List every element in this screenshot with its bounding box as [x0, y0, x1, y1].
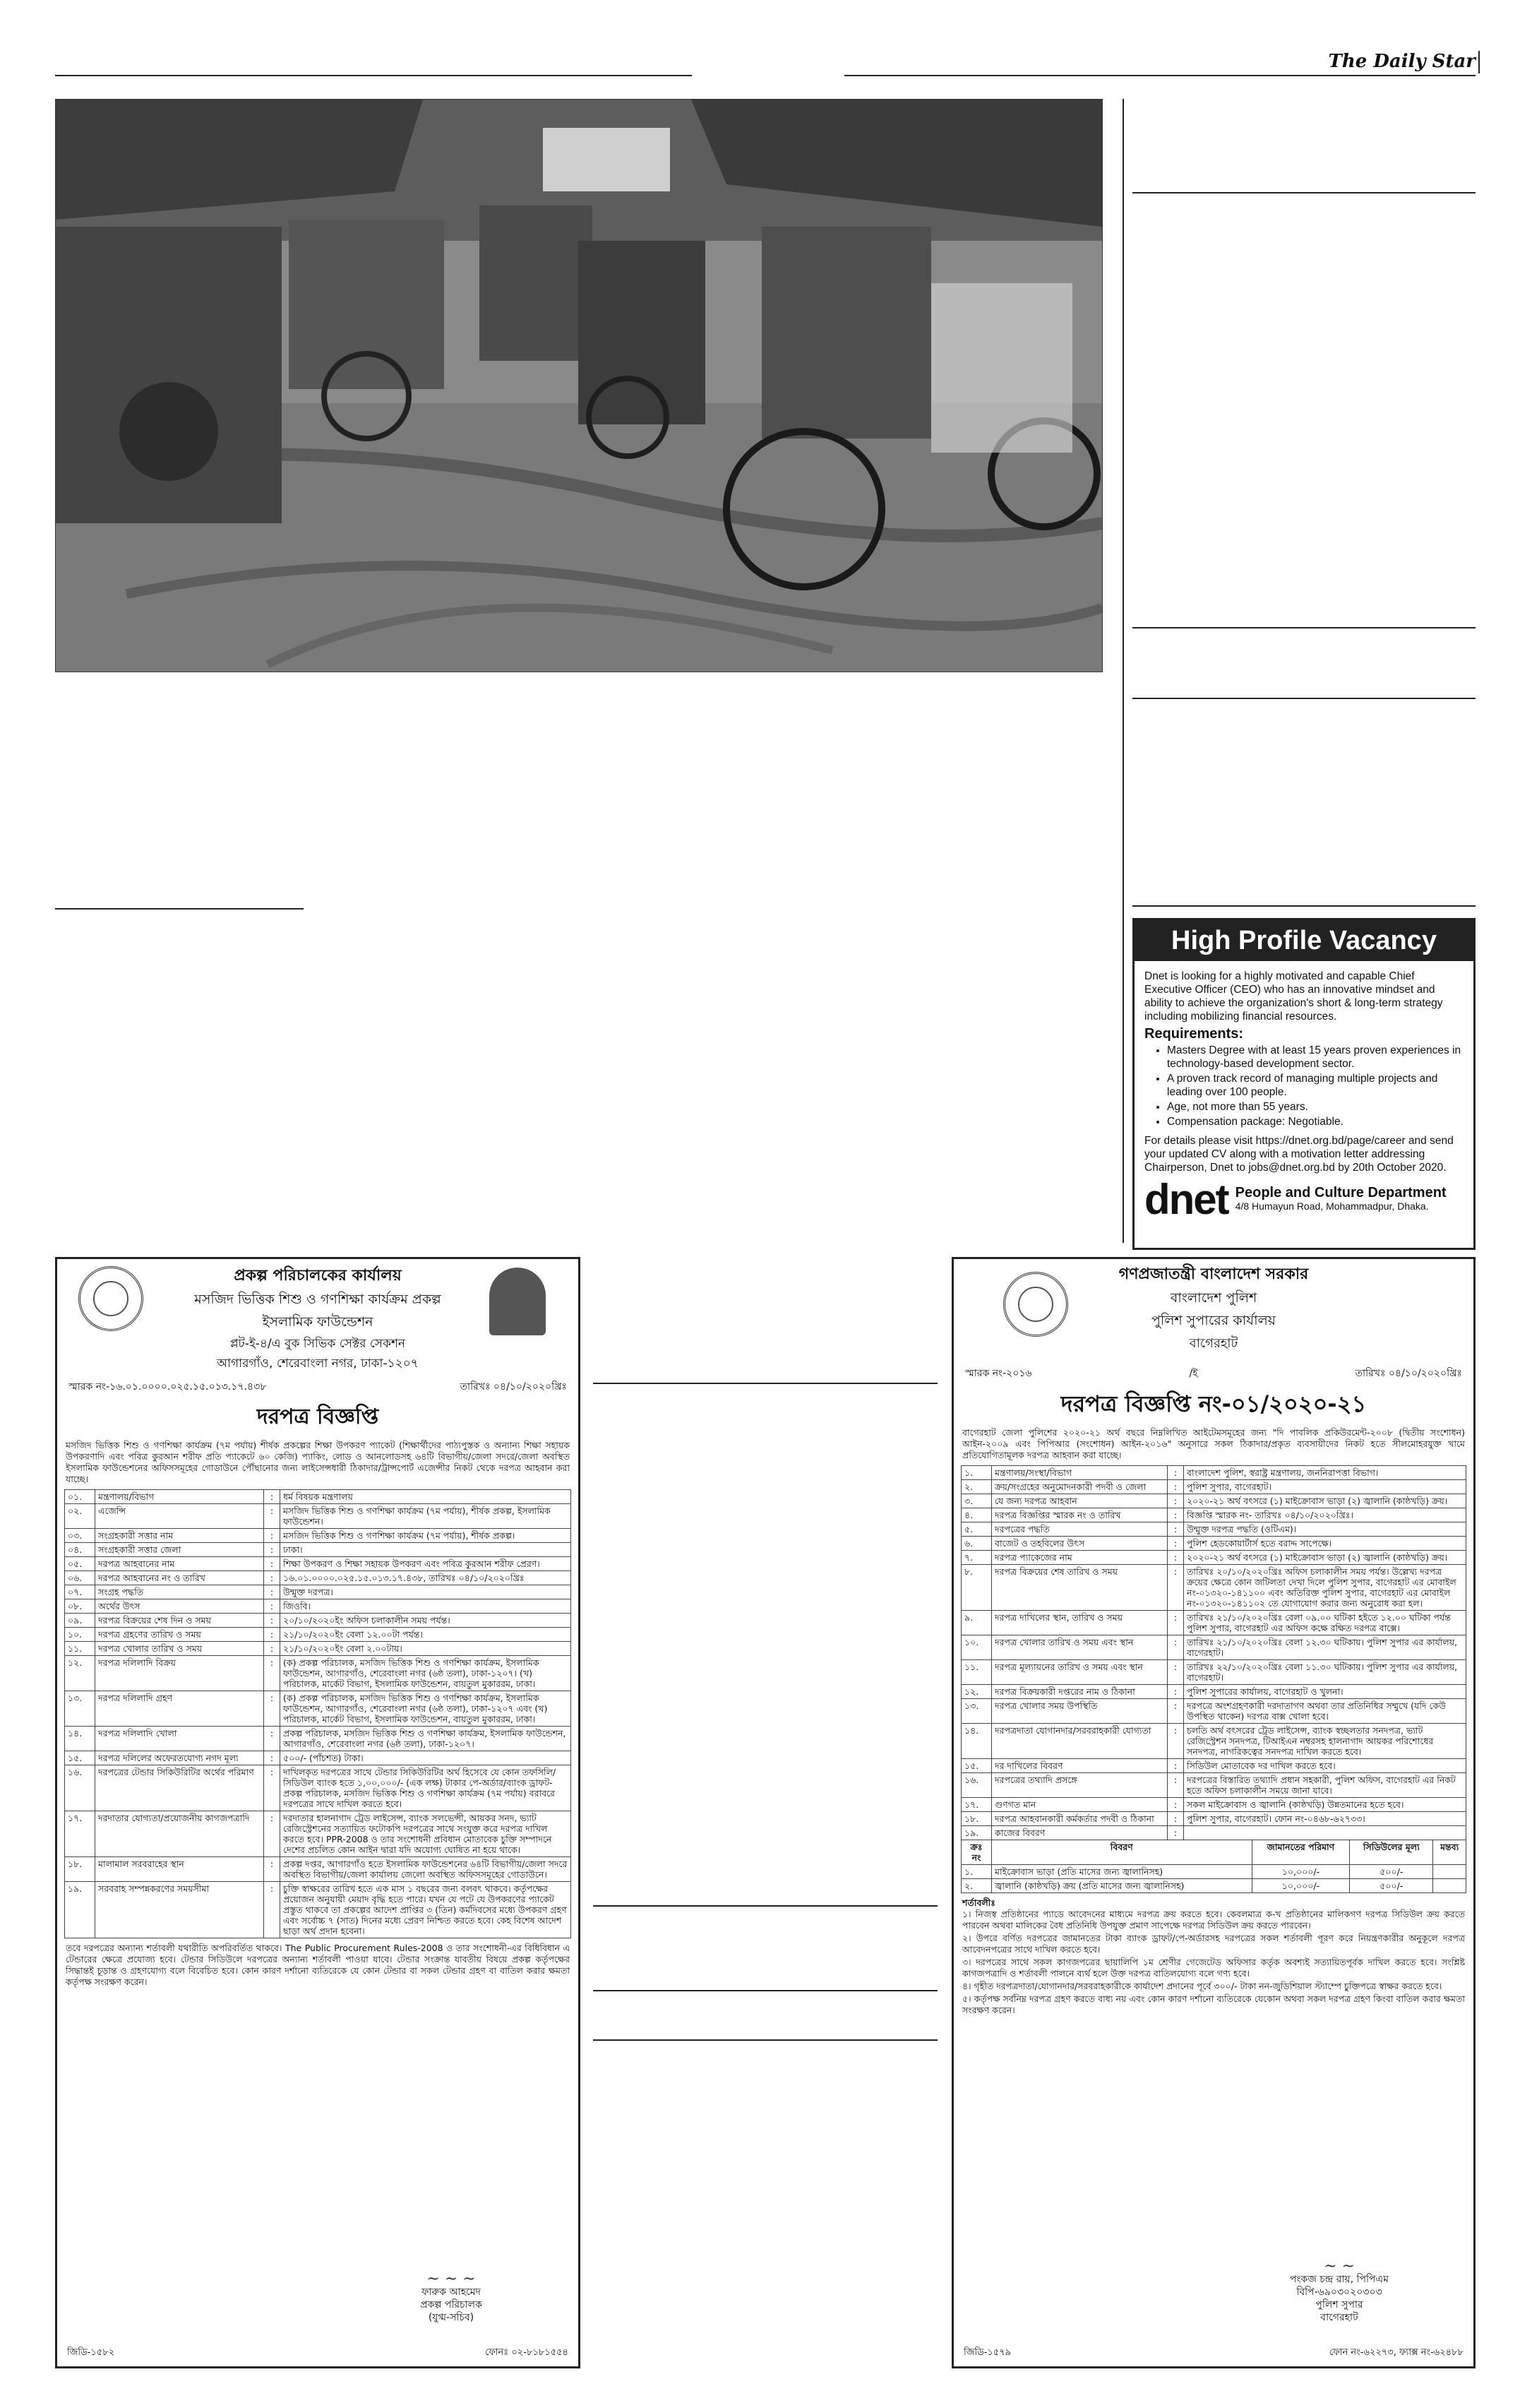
- row-value: ঢাকা।: [280, 1543, 571, 1557]
- terms-title: শর্তাবলীঃ: [962, 1897, 995, 1908]
- row-label: দরপত্র বিক্রয়ের শেষ তারিখ ও সময়: [992, 1565, 1168, 1611]
- row-separator: :: [1168, 1660, 1184, 1685]
- left-address-2: আগারগাঁও, শেরেবাংলা নগর, ঢাকা-১২০৭: [217, 1357, 419, 1371]
- row-value: তারিখঃ ২২/১০/২০২০খ্রিঃ বেলা ১১.৩০ ঘটিকায়। পুলিশ সুপার এর কার্যালয়, বাগেরহাট।: [1184, 1660, 1466, 1685]
- police-seal-icon: [1003, 1272, 1068, 1337]
- row-separator: :: [264, 1691, 280, 1727]
- work-table-cell: মাইক্রোবাস ভাড়া (প্রতি মাসের জন্য জ্বালানিসহ): [992, 1865, 1252, 1879]
- row-separator: :: [264, 1585, 280, 1599]
- row-number: ৯.: [962, 1611, 992, 1635]
- row-value: তারিখঃ ২০/১০/২০২০খ্রিঃ অফিস চলাকালীন সময় পর্যন্ত। উল্লেখ্য দরপত্র ক্রয়ের ক্ষেত্রে কোন জটিলতা দেখা দিলে পুলিশ সুপার, বাগেরহাট এর মোবাইল নং-০১৩২০-১৪১১০০ এবং অতিরিক্ত পুলিশ সুপার, বাগেরহাট এর মোবাইল নং-০১৩২০-১৪১১০২ তে যোগাযোগ করার জন্য অনুরোধ করা হল।: [1184, 1565, 1466, 1611]
- row-separator: :: [1168, 1611, 1184, 1635]
- work-table-cell: ২.: [962, 1879, 992, 1893]
- row-value: ২১/১০/২০২০ইং বেলা ১২.০০টা পর্যন্ত।: [280, 1628, 571, 1642]
- table-row: [962, 1724, 1466, 1759]
- row-value: ২০/১০/২০২০ইং অফিস চলাকালীন সময় পর্যন্ত।: [280, 1614, 571, 1628]
- left-code: জিডি-১৫৮২: [67, 2347, 115, 2358]
- table-row: [962, 1611, 1466, 1635]
- term-item: ৫। কর্তৃপক্ষ সর্বনিম্ন দরপত্র গ্রহণ করতে বাধ্য নয় এবং কোন কারণ দর্শানো ব্যতিরেকে যেকোন অথবা সকল দরপত্র গ্রহণ কিংবা বাতিল করার ক্ষমতা সংরক্ষণ করেন।: [962, 1993, 1465, 2015]
- table-row: [962, 1508, 1466, 1522]
- row-separator: :: [264, 1571, 280, 1585]
- left-org: ইসলামিক ফাউন্ডেশন: [262, 1314, 373, 1330]
- dnet-logo: dnet: [1144, 1176, 1228, 1223]
- row-value: বাংলাদেশ পুলিশ, স্বরাষ্ট্র মন্ত্রণালয়, জননিরাপত্তা বিভাগ।: [1184, 1466, 1466, 1480]
- row-number: ১৭.: [962, 1798, 992, 1812]
- row-number: ১৯.: [65, 1882, 95, 1938]
- left-tender-table: [64, 1489, 571, 1938]
- row-value: শিক্ষা উপকরণ ও শিক্ষা সহায়ক উপকরণ এবং পবিত্র কুরআন শরীফ প্রেরণ।: [280, 1557, 571, 1571]
- row-label: মালামাল সরবরাহের স্থান: [95, 1857, 264, 1882]
- row-number: ৭.: [962, 1551, 992, 1565]
- row-value: সিডিউল মোতাবেক দর দাখিল করতে হবে।: [1184, 1759, 1466, 1773]
- left-address-1: প্লট-ই-৪/এ বুক সিভিক সেক্টর সেকশন: [229, 1337, 406, 1351]
- table-row: [962, 1699, 1466, 1724]
- row-value: ধর্ম বিষয়ক মন্ত্রণালয়: [280, 1490, 571, 1504]
- right-rule-1: [1132, 192, 1476, 193]
- row-number: ৬.: [962, 1537, 992, 1551]
- row-value: তারিখঃ ২১/১০/২০২০খ্রিঃ বেলা ০৯.০০ ঘটিকা হইতে ১২.০০ ঘটিকা পর্যন্ত পুলিশ সুপার, বাগেরহাট এর অফিস কক্ষে রক্ষিত দরপত্র বাক্সে।: [1184, 1611, 1466, 1635]
- row-separator: :: [264, 1751, 280, 1765]
- term-item: ১। নিজস্ব প্রতিষ্ঠানের প্যাডে আবেদনের মাধ্যমে দরপত্র ক্রয় করতে হবে। কেবলমাত্র ক-খ প্রতিষ্ঠানের মালিকগণ দরপত্র সিডিউল ক্রয় করতে পারবেন অথবা মালিকের বৈধ প্রতিনিধি উপযুক্ত প্রমাণ সাপেক্ষে দরপত্র সিডিউল ক্রয় করতে পারবেন।: [962, 1909, 1465, 1931]
- row-label: দরপত্র বিক্রয়কারী দপ্তরের নাম ও ঠিকানা: [992, 1685, 1168, 1699]
- table-row: [65, 1642, 571, 1656]
- row-number: ৩.: [962, 1494, 992, 1508]
- row-value: দাখিলকৃত দরপত্রের সাথে টেন্ডার সিকিউরিটির অর্থ হিসেবে যে কোন তফসিলি/সিডিউল ব্যাংক হতে ১,০০,০০০/- (এক লক্ষ) টাকার পে-অর্ডার/ব্যাংক ড্রাফট- প্রকল্প পরিচালক, মসজিদ ভিত্তিক শিশু ও গণশিক্ষা কার্যক্রম (৭ম পর্যায়) বরাবরে দরপত্রের সাথে দাখিল করতে হবে।: [280, 1765, 571, 1811]
- row-number: ২.: [962, 1480, 992, 1494]
- table-row: [962, 1494, 1466, 1508]
- row-number: ০১.: [65, 1490, 95, 1504]
- row-label: গুণগত মান: [992, 1798, 1168, 1812]
- row-label: সরবরাহ সম্পন্নকরণের সময়সীমা: [95, 1882, 264, 1938]
- row-value: ২০২০-২১ অর্থ বৎসরে (১) মাইক্রোবাস ভাড়া (২) জ্বালানি (কাষ্ঠখড়ি) ক্রয়।: [1184, 1551, 1466, 1565]
- row-value: প্রকল্প দপ্তর, আগারগাঁও হতে ইসলামিক ফাউন্ডেশনের ৬৪টি বিভাগীয়/জেলা সদরে অবস্থিত বিভাগীয়/জেলা কার্যালয় জেলাে অবস্থিত অফিসসমূহের গোডাউনে।: [280, 1857, 571, 1882]
- row-number: ০২.: [65, 1504, 95, 1529]
- left-project: মসজিদ ভিত্তিক শিশু ও গণশিক্ষা কার্যক্রম প্রকল্প: [194, 1292, 441, 1307]
- row-separator: :: [1168, 1759, 1184, 1773]
- row-number: ০৬.: [65, 1571, 95, 1585]
- right-signer-title: পুলিশ সুপার: [1315, 2299, 1363, 2311]
- table-row: [65, 1571, 571, 1585]
- row-separator: :: [1168, 1685, 1184, 1699]
- row-value: (ক) প্রকল্প পরিচালক, মসজিদ ভিত্তিক শিশু ও গণশিক্ষা কার্যক্রম, ইসলামিক ফাউন্ডেশন, আগারগাঁও, শেরেবাংলা নগর (৬ষ্ঠ তলা), ঢাকা-১২০৭ এবং (খ) পরিচালক, মার্কেট বিভাগ, ইসলামিক ফাউন্ডেশন, বায়তুল মুকাররম, ঢাকা।: [280, 1691, 571, 1727]
- work-table-header: ক্রঃ নং: [962, 1840, 992, 1865]
- row-separator: :: [264, 1811, 280, 1857]
- work-table-cell: [1433, 1865, 1466, 1879]
- right-phone: ফোন নং-৬২২৭৩, ফ্যাক্স নং-৬২৪৮৮: [1329, 2347, 1464, 2358]
- row-label: দরপত্র মূল্যায়নের তারিখ ও সময় এবং স্থান: [992, 1660, 1168, 1685]
- row-separator: :: [1168, 1565, 1184, 1611]
- right-signer: পংকজ চন্দ্র রায়, পিপিএম: [1290, 2274, 1389, 2285]
- row-value: উন্মুক্ত দরপত্র।: [280, 1585, 571, 1599]
- row-separator: :: [1168, 1551, 1184, 1565]
- requirement-item: • A proven track record of managing multiple projects and leading over 100 people.: [1167, 1072, 1464, 1099]
- right-memo: স্মারক নং-২০১৬: [965, 1368, 1032, 1379]
- row-number: ১৪.: [65, 1727, 95, 1751]
- work-table-header: জামানতের পরিমাণ: [1252, 1840, 1350, 1865]
- row-label: দরপত্র খোলার তারিখ ও সময় এবং স্থান: [992, 1635, 1168, 1660]
- row-label: সংগ্রহকারী সত্তার নাম: [95, 1529, 264, 1543]
- row-label: দরপত্র গ্রহণের তারিখ ও সময়: [95, 1628, 264, 1642]
- right-office: পুলিশ সুপারের কার্যালয়: [1151, 1313, 1276, 1328]
- row-separator: :: [264, 1857, 280, 1882]
- row-label: দরপত্রদাতা যোগানদার/সরবরাহকারী যোগ্যতা: [992, 1724, 1168, 1759]
- table-row: [65, 1691, 571, 1727]
- table-row: [962, 1773, 1466, 1798]
- row-number: ১৭.: [65, 1811, 95, 1857]
- row-separator: :: [1168, 1480, 1184, 1494]
- table-row: [962, 1685, 1466, 1699]
- row-number: ১.: [962, 1466, 992, 1480]
- vacancy-details: For details please visit https://dnet.org.bd/page/career and send your updated CV along with a motivation letter addressing Chairperson, Dnet to jobs@dnet.org.bd by 20th October 2020.: [1144, 1135, 1454, 1174]
- row-value: তারিখঃ ২১/১০/২০২০খ্রিঃ বেলা ১২.৩০ ঘটিকায়। পুলিশ সুপার এর কার্যালয়, বাগেরহাট।: [1184, 1635, 1466, 1660]
- table-row: [65, 1882, 571, 1938]
- row-separator: :: [264, 1628, 280, 1642]
- row-value: (ক) প্রকল্প পরিচালক, মসজিদ ভিত্তিক শিশু ও গণশিক্ষা কার্যক্রম, ইসলামিক ফাউন্ডেশন, আগারগাঁও, শেরেবাংলা নগর (৬ষ্ঠ তলা), ঢাকা-১২০৭। (খ) পরিচালক, মার্কেট বিভাগ, ইসলামিক ফাউন্ডেশন, বায়তুল মুকাররম, ঢাকা।: [280, 1656, 571, 1691]
- vacancy-address: 4/8 Humayun Road, Mohammadpur, Dhaka.: [1235, 1200, 1429, 1212]
- right-intro: বাগেরহাট জেলা পুলিশের ২০২০-২১ অর্থ বছরে নিম্নলিখিত আইটেমসমূহের জন্য "দি পাবলিক প্রকিউরমেন্ট-২০০৮ (দ্বিতীয় সংশোধন) আইন-২০০৯ এবং পিপিআর (সংশোধন) আইন-২০১৬" অনুসারে সকল ঠিকাদার/প্রকৃত ব্যবসায়ীদের নিকট হতে সীলমোহরযুক্ত খামে প্রতিযোগিতামূলক দরপত্র আহবান করা যাচ্ছে।: [962, 1427, 1465, 1460]
- work-table-cell: জ্বালানি (কাষ্ঠখড়ি) ক্রয় (প্রতি মাসের জন্য জ্বালানিসহ): [992, 1879, 1252, 1893]
- work-table-cell: ৫০০/-: [1350, 1865, 1433, 1879]
- right-signature: ~ ~: [1324, 2258, 1355, 2275]
- row-number: ০৫.: [65, 1557, 95, 1571]
- table-row: [962, 1480, 1466, 1494]
- requirements-list: [1144, 1044, 1464, 1128]
- row-label: দরপত্র দলিলাদি গ্রহণ: [95, 1691, 264, 1727]
- row-value: পুলিশ হেডকোয়ার্টার্স হতে বরাদ্দ সাপেক্ষে।: [1184, 1537, 1466, 1551]
- table-row: [65, 1557, 571, 1571]
- column-divider: [1123, 99, 1124, 1243]
- row-number: ১৫.: [65, 1751, 95, 1765]
- table-row: [65, 1727, 571, 1751]
- row-value: দরপত্রের বিস্তারিত তথ্যাদি প্রধান সহকারী, পুলিশ অফিস, বাগেরহাট এর নিকট হতে অফিস চলাকালীন সময়ে জানা যাবে।: [1184, 1773, 1466, 1798]
- row-label: দরপত্র দলিলাদি বিক্রয়: [95, 1656, 264, 1691]
- row-label: দরপত্র বিক্রয়ের শেষ দিন ও সময়: [95, 1614, 264, 1628]
- row-value: ১৬.০১.০০০০.০২৫.১৫.০১৩.১৭.৪৩৮, তারিখঃ ০৪/১০/২০২০খ্রিঃ: [280, 1571, 571, 1585]
- row-value: ৫০০/- (পাঁচশত) টাকা।: [280, 1751, 571, 1765]
- row-number: ১০.: [65, 1628, 95, 1642]
- row-separator: :: [1168, 1466, 1184, 1480]
- row-number: ০৯.: [65, 1614, 95, 1628]
- table-row: [962, 1759, 1466, 1773]
- row-number: ১৬.: [65, 1765, 95, 1811]
- masthead-divider: [1478, 51, 1480, 73]
- row-label: কাজের বিবরণ: [992, 1826, 1168, 1840]
- work-table-header: বিবরণ: [992, 1840, 1252, 1865]
- table-row: [962, 1660, 1466, 1685]
- vacancy-department: People and Culture Department: [1235, 1185, 1447, 1200]
- left-title: দরপত্র বিজ্ঞপ্তি: [256, 1405, 379, 1429]
- row-number: ১০.: [962, 1635, 992, 1660]
- vacancy-heading: High Profile Vacancy: [1135, 920, 1473, 961]
- table-row: [962, 1551, 1466, 1565]
- table-row: [65, 1628, 571, 1642]
- row-separator: :: [264, 1765, 280, 1811]
- row-value: জিওবি।: [280, 1599, 571, 1614]
- mid-rule-3: [593, 1990, 938, 1991]
- requirements-title: Requirements:: [1144, 1026, 1244, 1042]
- row-separator: :: [1168, 1724, 1184, 1759]
- right-title: দরপত্র বিজ্ঞপ্তি নং-০১/২০২০-২১: [1060, 1390, 1367, 1417]
- work-table: [961, 1840, 1466, 1893]
- work-table-cell: ১০,০০০/-: [1252, 1879, 1350, 1893]
- table-row: [65, 1857, 571, 1882]
- right-rule-3: [1132, 698, 1476, 699]
- row-value: পুলিশ সুপার, বাগেরহাট।: [1184, 1480, 1466, 1494]
- row-separator: :: [1168, 1494, 1184, 1508]
- mid-rule-1: [593, 1383, 938, 1384]
- row-number: ১২.: [65, 1656, 95, 1691]
- row-number: ১৪.: [962, 1724, 992, 1759]
- row-separator: :: [264, 1504, 280, 1529]
- row-value: প্রকল্প পরিচালক, মসজিদ ভিত্তিক শিশু ও গণশিক্ষা কার্যক্রম, ইসলামিক ফাউন্ডেশন, আগারগাঁও, শেরেবাংলা নগর (৬ষ্ঠ তলা), ঢাকা-১২০৭।: [280, 1727, 571, 1751]
- row-value: মসজিদ ভিত্তিক শিশু ও গণশিক্ষা কার্যক্রম (৭ম পর্যায়), শীর্ষক প্রকল্প, ইসলামিক ফাউন্ডেশন।: [280, 1504, 571, 1529]
- row-number: ১৮.: [962, 1812, 992, 1826]
- row-label: দরপত্র আহবানের নং ও তারিখ: [95, 1571, 264, 1585]
- table-row: [962, 1635, 1466, 1660]
- right-rule-2: [1132, 627, 1476, 628]
- left-signer-rank: (যুগ্ম-সচিব): [428, 2312, 474, 2323]
- left-short-rule: [55, 908, 304, 910]
- row-separator: :: [264, 1614, 280, 1628]
- row-number: ১২.: [962, 1685, 992, 1699]
- row-label: দরদাতার যোগ্যতা/প্রয়োজনীয় কাগজপত্রাদি: [95, 1811, 264, 1857]
- row-label: যে জন্য দরপত্র আহবান: [992, 1494, 1168, 1508]
- left-office: প্রকল্প পরিচালকের কার্যালয়: [234, 1267, 402, 1285]
- row-number: ১৮.: [65, 1857, 95, 1882]
- table-row: [962, 1466, 1466, 1480]
- work-table-row: [962, 1865, 1466, 1879]
- row-number: ১৯.: [962, 1826, 992, 1840]
- row-separator: :: [1168, 1635, 1184, 1660]
- work-table-header: মন্তব্য: [1433, 1840, 1466, 1865]
- row-label: দরপত্র বিজ্ঞপ্তির স্মারক নং ও তারিখ: [992, 1508, 1168, 1522]
- requirement-item: • Age, not more than 55 years.: [1167, 1100, 1464, 1114]
- row-value: দরদাতার হালনাগাদ ট্রেড লাইসেন্স, ব্যাংক সলভেন্সী, আয়কর সনদ, ভ্যাট রেজিস্ট্রেশনের সত্যায়িত ফটোকপি দরপত্রের সাথে সংযুক্ত করে দরপত্র দাখিল করতে হবে। PPR-2008 ও তার সংশোধনী প্রবিধান মোতাবেক চুক্তি সম্পাদনে দেশের প্রচলিত কোন আইন দ্বারা যদি অযোগ্য ঘোষিত না হয়ে থাকে।: [280, 1811, 571, 1857]
- table-row: [65, 1751, 571, 1765]
- row-separator: :: [264, 1557, 280, 1571]
- table-row: [962, 1522, 1466, 1537]
- table-row: [65, 1811, 571, 1857]
- right-govt: গণপ্রজাতন্ত্রী বাংলাদেশ সরকার: [1118, 1265, 1309, 1283]
- market-photo-graphic: [56, 100, 1102, 672]
- mid-rule-4: [593, 2039, 938, 2041]
- table-row: [962, 1565, 1466, 1611]
- row-separator: :: [264, 1490, 280, 1504]
- term-item: ২। উপরে বর্ণিত দরপত্রের জামানতের টাকা ব্যাংক ড্রাফট/পে-অর্ডারসহ দরপত্রের সকল শর্তাবলী পূরণ করে নিয়ন্ত্রণকারীর অনুকূলে দরপত্র আবেদনপত্রের সাথে দাখিল করতে হবে।: [962, 1933, 1465, 1955]
- row-separator: :: [264, 1543, 280, 1557]
- row-separator: :: [264, 1642, 280, 1656]
- left-memo: স্মারক নং-১৬.০১.০০০০.০২৫.১৫.০১৩.১৭.৪৩৮: [68, 1381, 267, 1393]
- row-value: বিজ্ঞপ্তি স্মারক নং- তারিখঃ ০৪/১০/২০২০খ্রিঃ।: [1184, 1508, 1466, 1522]
- table-row: [962, 1826, 1466, 1840]
- table-row: [65, 1656, 571, 1691]
- left-signer-title: প্রকল্প পরিচালক: [420, 2299, 482, 2311]
- table-row: [962, 1798, 1466, 1812]
- row-separator: :: [1168, 1812, 1184, 1826]
- right-signer-id: বিপি-৬৯০৩০২০৩০৩: [1296, 2287, 1382, 2298]
- right-rule-4: [1132, 905, 1476, 907]
- row-label: ক্রয়/সংগ্রহের অনুমোদনকারী পদবী ও জেলা: [992, 1480, 1168, 1494]
- market-photo: [55, 99, 1103, 672]
- row-value: দরপত্রে অংশগ্রহণকারী দরদাতাগণ অথবা তার প্রতিনিধির সম্মুখে (যদি কেউ উপস্থিত থাকেন) দরপত্র বাক্স খোলা হবে।: [1184, 1699, 1466, 1724]
- term-item: ৩। দরপত্রের সাথে সকল কাগজপত্রের ছায়ালিপি ১ম শ্রেণীর গেজেটেড অফিসার কর্তৃক অবশ্যই সত্যায়িতপূর্বক দাখিল করতে হবে। সংশ্লিষ্ট কাগজপত্রাদি ও শর্তাবলী পালনে ব্যর্থ হলে উক্ত দরপত্র বাতিলযোগ্য বলে গণ্য হবে।: [962, 1957, 1465, 1979]
- row-number: ১১.: [65, 1642, 95, 1656]
- masthead: The Daily Star: [1328, 51, 1476, 72]
- row-separator: :: [1168, 1773, 1184, 1798]
- left-signer: ফারুক আহমেদ: [421, 2287, 481, 2298]
- row-value: পুলিশ সুপার, বাগেরহাট। ফোন নং-০৪৬৮-৬২৭৩৩।: [1184, 1812, 1466, 1826]
- row-number: ০৪.: [65, 1543, 95, 1557]
- table-row: [65, 1614, 571, 1628]
- portrait-logo-icon: [489, 1268, 546, 1335]
- row-label: দর দাখিলের বিবরণ: [992, 1759, 1168, 1773]
- right-tender-notice: [952, 1257, 1476, 2368]
- row-label: দরপত্র দলিলের অফেরতযোগ্য নগদ মূল্য: [95, 1751, 264, 1765]
- row-label: এজেন্সি: [95, 1504, 264, 1529]
- work-table-cell: [1433, 1879, 1466, 1893]
- row-number: ০৩.: [65, 1529, 95, 1543]
- row-number: ৪.: [962, 1508, 992, 1522]
- table-row: [962, 1537, 1466, 1551]
- table-row: [65, 1765, 571, 1811]
- row-separator: :: [1168, 1798, 1184, 1812]
- right-tender-table: [961, 1465, 1466, 1840]
- row-separator: :: [1168, 1699, 1184, 1724]
- vacancy-intro: Dnet is looking for a highly motivated and capable Chief Executive Officer (CEO) who has an innovative mindset and ability to achieve the organization's short & long-term strategy including mobilizing financial resources.: [1144, 970, 1443, 1023]
- right-police: বাংলাদেশ পুলিশ: [1170, 1290, 1257, 1306]
- vacancy-ad: [1132, 918, 1476, 1250]
- row-label: মন্ত্রণালয়/বিভাগ: [95, 1490, 264, 1504]
- left-phone: ফোনঃ ০২-৮১৮১৫৫৪: [484, 2347, 568, 2358]
- row-label: অর্থের উৎস: [95, 1599, 264, 1614]
- right-place: বাগেরহাট: [1189, 1336, 1238, 1351]
- requirement-item: • Masters Degree with at least 15 years proven experiences in technology-based development sector.: [1167, 1044, 1464, 1071]
- row-label: দরপত্র খোলার তারিখ ও সময়: [95, 1642, 264, 1656]
- work-table-row: [962, 1879, 1466, 1893]
- row-label: সংগ্রহকারী সত্তার জেলা: [95, 1543, 264, 1557]
- row-value: ২০২০-২১ অর্থ বৎসরে (১) মাইক্রোবাস ভাড়া (২) জ্বালানি (কাষ্ঠখড়ি) ক্রয়।: [1184, 1494, 1466, 1508]
- left-date: তারিখঃ ০৪/১০/২০২০খ্রিঃ: [460, 1381, 567, 1393]
- work-table-cell: ১.: [962, 1865, 992, 1879]
- row-separator: :: [264, 1727, 280, 1751]
- row-number: ১৩.: [962, 1699, 992, 1724]
- row-label: দরপত্রের টেন্ডার সিকিউরিটির অর্থের পরিমাণ: [95, 1765, 264, 1811]
- row-number: ১৫.: [962, 1759, 992, 1773]
- row-label: দরপত্র আহবানকারী কর্মকর্তার পদবী ও ঠিকানা: [992, 1812, 1168, 1826]
- work-table-cell: ৫০০/-: [1350, 1879, 1433, 1893]
- row-label: সংগ্রহ পদ্ধতি: [95, 1585, 264, 1599]
- left-signature: ~ ~ ~: [426, 2270, 476, 2288]
- row-separator: :: [264, 1882, 280, 1938]
- right-code: জিডি-১৫৭৯: [964, 2347, 1012, 2358]
- right-memo-mid: /ই: [1189, 1368, 1198, 1379]
- left-tender-notice: [55, 1257, 580, 2368]
- term-item: ৪। গৃহীত দরপত্রদাতা/যোগানদার/সরবরাহকারীকে কার্যাদেশ প্রদানের পূর্বে ৩০০/- টাকা নন-জুডিশিয়াল স্ট্যাম্পে চুক্তিপত্রে স্বাক্ষর করতে হবে।: [962, 1981, 1442, 1991]
- top-rule-left: [55, 75, 692, 76]
- row-label: বাজেট ও তহবিলের উৎস: [992, 1537, 1168, 1551]
- right-signer-place: বাগেরহাট: [1320, 2312, 1358, 2323]
- row-separator: :: [264, 1599, 280, 1614]
- left-intro: মসজিদ ভিত্তিক শিশু ও গণশিক্ষা কার্যক্রম (৭ম পর্যায়) শীর্ষক প্রকল্পের শিক্ষা উপকরণ প্যাকেট (শিক্ষার্থীদের পাঠ্যপুস্তক ও অন্যান্য শিক্ষা সহায়ক উপকরণাদি এবং পবিত্র কুরআন শরীফ প্রতি প্যাকেটে ৬০ কেজি) প্যাকিং, লোড ও আনলোডসহ ৬৪টি বিভাগীয়/জেলা সদরে/জেলা অবস্থিত ইসলামিক ফাউন্ডেশনের অফিসসমূহের গোডাউনে পৌঁছানোর জন্য লাইসেন্সধারী ঠিকাদার/ট্রান্সপোর্ট এজেন্সীর নিকট থেকে দরপত্র আহবান করা যাচ্ছে।: [66, 1440, 570, 1484]
- left-footer: তবে দরপত্রের অন্যান্য শর্তাবলী যথারীতি অপরিবর্তিত থাকবে। The Public Procurement Rules-2008 ও তার সংশোধনী-এর বিধিবিধান এ টেন্ডারের ক্ষেত্রে প্রযোজ্য হবে। টেন্ডার সিডিউলে দরপত্রের অন্যান্য শর্তাবলী পাওয়া যাবে। টেন্ডার সংক্রান্ত যাবতীয় বিষয়ে প্রকল্প কর্তৃপক্ষের সিদ্ধান্তই চূড়ান্ত ও গ্রহণযোগ্য বলে বিবেচিত হবে। কোন কারণ দর্শানো ব্যতিরেকে যে কোন টেন্ডার বা সকল টেন্ডার গ্রহণ বা বাতিল করার ক্ষমতা কর্তৃপক্ষ সংরক্ষণ করেন।: [66, 1943, 570, 1987]
- row-separator: :: [1168, 1826, 1184, 1840]
- row-number: ৫.: [962, 1522, 992, 1537]
- work-table-header: সিডিউলের মূল্য: [1350, 1840, 1433, 1865]
- table-row: [65, 1504, 571, 1529]
- row-value: চুক্তি স্বাক্ষরের তারিখ হতে এক মাস ১ বছরের জন্য বলবৎ থাকবে। কর্তৃপক্ষের প্রয়োজন অনুযায়ী মেয়াদ বৃদ্ধি হতে পারে। যখন যে পটে যে উপকরণের প্যাকেট প্রস্তুত থাকবে তা প্রকল্পের আদেশ প্রাপ্তির ৩ (তিন) কর্মদিবসের মধ্যে উপকরণ গ্রহণ এবং সর্বোচ্চ ৭ (সাত) দিনের মধ্যে প্রেরণ নিশ্চিত করতে হবে। কেহ বিশেষ আদেশ ছাড়া অর্থ প্রদান হবেনা।: [280, 1882, 571, 1938]
- row-separator: :: [1168, 1522, 1184, 1537]
- row-separator: :: [1168, 1508, 1184, 1522]
- work-table-cell: ১০,০০০/-: [1252, 1865, 1350, 1879]
- row-separator: :: [264, 1656, 280, 1691]
- foundation-seal-icon: [78, 1266, 143, 1331]
- row-label: দরপত্র দলিলাদি খোলা: [95, 1727, 264, 1751]
- row-label: দরপত্র খোলার সময় উপস্থিতি: [992, 1699, 1168, 1724]
- row-value: চলতি অর্থ বৎসরের ট্রেড লাইসেন্স, ব্যাংক স্বচ্ছলতার সনদপত্র, ভ্যাট রেজিস্ট্রেশন সনদপত্র, টিআইএন নম্বরসহ হালনাগাদ আয়কর পরিশোধের সনদপত্র, নাগরিকত্বের সনদপত্র দাখিল করতে হবে।: [1184, 1724, 1466, 1759]
- row-label: মন্ত্রণালয়/সংস্থা/বিভাগ: [992, 1466, 1168, 1480]
- row-label: দরপত্রের তথ্যাদি প্রসঙ্গে: [992, 1773, 1168, 1798]
- requirement-item: • Compensation package: Negotiable.: [1167, 1115, 1464, 1128]
- row-number: ১৬.: [962, 1773, 992, 1798]
- row-value: উন্মুক্ত দরপত্র পদ্ধতি (ওটিএম)।: [1184, 1522, 1466, 1537]
- row-label: দরপত্র দাখিলের স্থান, তারিখ ও সময়: [992, 1611, 1168, 1635]
- row-number: ৮.: [962, 1565, 992, 1611]
- row-number: ১৩.: [65, 1691, 95, 1727]
- table-row: [65, 1599, 571, 1614]
- row-value: [1184, 1826, 1466, 1840]
- top-rule-right: [844, 75, 1476, 76]
- mid-rule-2: [593, 1905, 938, 1907]
- row-label: দরপত্র প্যাকেজের নাম: [992, 1551, 1168, 1565]
- row-separator: :: [1168, 1537, 1184, 1551]
- row-separator: :: [264, 1529, 280, 1543]
- row-number: ০৮.: [65, 1599, 95, 1614]
- table-row: [65, 1490, 571, 1504]
- row-number: ০৭.: [65, 1585, 95, 1599]
- row-value: পুলিশ সুপারের কার্যালয়, বাগেরহাট ও খুলনা।: [1184, 1685, 1466, 1699]
- row-label: দরপত্র আহবানের নাম: [95, 1557, 264, 1571]
- table-row: [65, 1529, 571, 1543]
- table-row: [65, 1543, 571, 1557]
- row-value: ২১/১০/২০২০ইং বেলা ২.০০টায়।: [280, 1642, 571, 1656]
- row-value: মসজিদ ভিত্তিক শিশু ও গণশিক্ষা কার্যক্রম (৭ম পর্যায়), শীর্ষক প্রকল্প।: [280, 1529, 571, 1543]
- terms-list: [962, 1909, 1465, 2016]
- row-label: দরপত্রের পদ্ধতি: [992, 1522, 1168, 1537]
- right-date: তারিখঃ ০৪/১০/২০২০খ্রিঃ: [1355, 1368, 1462, 1379]
- row-value: সকল মাইক্রোবাস ও জ্বালানি (কাষ্ঠখড়ি) উন্নতমানের হতে হবে।: [1184, 1798, 1466, 1812]
- row-number: ১১.: [962, 1660, 992, 1685]
- table-row: [65, 1585, 571, 1599]
- table-row: [962, 1812, 1466, 1826]
